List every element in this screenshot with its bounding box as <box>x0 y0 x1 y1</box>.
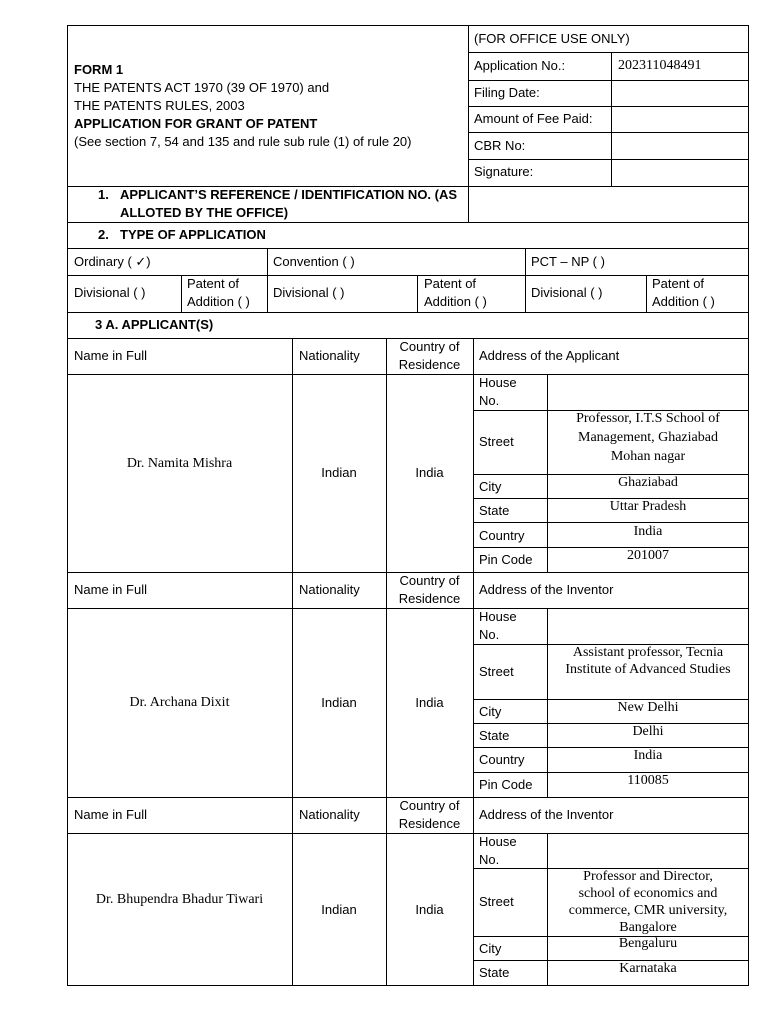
col-header-country-line1: Country of <box>399 798 460 813</box>
cbr-no-label: CBR No: <box>474 138 526 153</box>
type-addition-line1: Patent of <box>187 276 240 291</box>
col-header-nationality: Nationality <box>299 348 360 363</box>
filing-date-label: Filing Date: <box>474 85 540 100</box>
state-value: Uttar Pradesh <box>609 499 687 514</box>
type-addition-line2: Addition ( ) <box>187 294 250 309</box>
state-value: Delhi <box>632 724 664 739</box>
city-label: City <box>479 704 502 719</box>
section2-title-line <box>67 248 749 249</box>
section2-title: TYPE OF APPLICATION <box>120 227 266 242</box>
col-header-country-line1: Country of <box>399 339 460 354</box>
house-no-label-line2: No. <box>479 852 500 867</box>
state-label: State <box>479 503 510 518</box>
office-use-heading: (FOR OFFICE USE ONLY) <box>474 31 630 46</box>
section3-title: 3 A. APPLICANT(S) <box>95 317 214 332</box>
col-header-name: Name in Full <box>74 807 147 822</box>
city-value: Ghaziabad <box>618 475 678 490</box>
col-header-nationality: Nationality <box>299 807 360 822</box>
address-col-line <box>547 374 548 572</box>
house-no-label-line1: House <box>479 375 517 390</box>
col-header-address: Address of the Applicant <box>479 348 620 363</box>
pin-code-label: Pin Code <box>479 777 533 792</box>
application-no-value: 202311048491 <box>618 58 702 73</box>
type-col-line <box>181 275 182 312</box>
type-divisional: Divisional ( ) <box>273 285 345 300</box>
person-name: Dr. Archana Dixit <box>129 694 230 710</box>
type-col-line <box>646 275 647 312</box>
section1-line2: ALLOTED BY THE OFFICE) <box>120 205 289 220</box>
section-reference: (See section 7, 54 and 135 and rule sub rule (1) of rule 20) <box>74 134 412 149</box>
street-line: Professor and Director, <box>583 869 713 884</box>
street-line: Assistant professor, Tecnia <box>572 645 724 660</box>
street-line: Professor, I.T.S School of <box>576 411 720 426</box>
col-header-address: Address of the Inventor <box>479 807 614 822</box>
fee-paid-label: Amount of Fee Paid: <box>474 111 593 126</box>
street-line: school of economics and <box>578 886 718 901</box>
pin-code-label: Pin Code <box>479 552 533 567</box>
state-label: State <box>479 965 510 980</box>
person-name: Dr. Namita Mishra <box>126 456 233 471</box>
house-no-label-line1: House <box>479 609 517 624</box>
office-row-line <box>468 80 749 81</box>
col-header-country-line2: Residence <box>398 591 461 606</box>
form-number: FORM 1 <box>74 62 124 77</box>
section1-bottom-line <box>67 222 749 223</box>
street-label: Street <box>479 894 514 909</box>
street-line: commerce, CMR university, <box>568 903 728 918</box>
pin-code-value: 201007 <box>627 548 669 563</box>
person-residence: India <box>415 901 444 917</box>
type-col-line <box>525 248 526 312</box>
application-title: APPLICATION FOR GRANT OF PATENT <box>74 116 318 131</box>
street-line: Institute of Advanced Studies <box>565 662 731 677</box>
house-no-label-line1: House <box>479 834 517 849</box>
type-divisional: Divisional ( ) <box>74 285 146 300</box>
city-label: City <box>479 941 502 956</box>
type-addition-line2: Addition ( ) <box>652 294 715 309</box>
street-line: Mohan nagar <box>610 449 686 464</box>
office-row-line <box>468 106 749 107</box>
city-label: City <box>479 479 502 494</box>
street-line: Management, Ghaziabad <box>578 430 718 445</box>
type-ordinary: Ordinary ( ✓) <box>74 254 151 269</box>
type-convention: Convention ( ) <box>273 254 355 269</box>
col-header-country-line1: Country of <box>399 573 460 588</box>
type-addition-line1: Patent of <box>652 276 705 291</box>
type-addition-line1: Patent of <box>424 276 477 291</box>
col-header-name: Name in Full <box>74 348 147 363</box>
col-header-nationality: Nationality <box>299 582 360 597</box>
country-value: India <box>633 748 663 763</box>
office-col-line <box>611 52 612 186</box>
city-value: Bengaluru <box>618 936 678 951</box>
state-value: Karnataka <box>619 961 677 976</box>
type-addition-line2: Addition ( ) <box>424 294 487 309</box>
office-row-line <box>468 132 749 133</box>
col-header-country-line2: Residence <box>398 357 461 372</box>
patent-form-page <box>67 25 749 986</box>
col-header-name: Name in Full <box>74 582 147 597</box>
rules-line: THE PATENTS RULES, 2003 <box>74 98 245 113</box>
header-divider <box>468 25 469 222</box>
person-nationality: Indian <box>321 465 357 480</box>
city-value: New Delhi <box>617 700 679 715</box>
signature-label: Signature: <box>474 164 534 179</box>
act-line: THE PATENTS ACT 1970 (39 OF 1970) and <box>74 80 330 95</box>
house-no-label-line2: No. <box>479 393 500 408</box>
state-label: State <box>479 728 510 743</box>
section2-number: 2. <box>98 227 109 242</box>
type-divisional: Divisional ( ) <box>531 285 603 300</box>
section1-number: 1. <box>98 187 109 202</box>
country-label: Country <box>479 752 525 767</box>
person-residence: India <box>415 465 444 480</box>
type-col-line <box>417 275 418 312</box>
street-label: Street <box>479 663 514 679</box>
col-header-address: Address of the Inventor <box>479 582 614 597</box>
street-label: Street <box>479 434 514 449</box>
office-row-line <box>468 159 749 160</box>
pin-code-value: 110085 <box>627 773 669 788</box>
type-pct: PCT – NP ( ) <box>531 254 605 269</box>
type-col-line <box>267 248 268 312</box>
house-no-label-line2: No. <box>479 627 500 642</box>
section1-line1: APPLICANT’S REFERENCE / IDENTIFICATION NO. (AS <box>120 187 458 202</box>
person-residence: India <box>415 694 444 710</box>
office-row-line <box>468 52 749 53</box>
col-line-country <box>473 338 474 986</box>
person-name: Dr. Bhupendra Bhadur Tiwari <box>95 892 264 907</box>
person-nationality: Indian <box>321 901 357 917</box>
country-value: India <box>633 524 663 539</box>
country-label: Country <box>479 528 525 543</box>
street-line: Bangalore <box>619 920 677 935</box>
person-nationality: Indian <box>321 694 357 710</box>
application-no-label: Application No.: <box>474 58 566 73</box>
type-bottom-line <box>67 312 749 313</box>
col-header-country-line2: Residence <box>398 816 461 831</box>
